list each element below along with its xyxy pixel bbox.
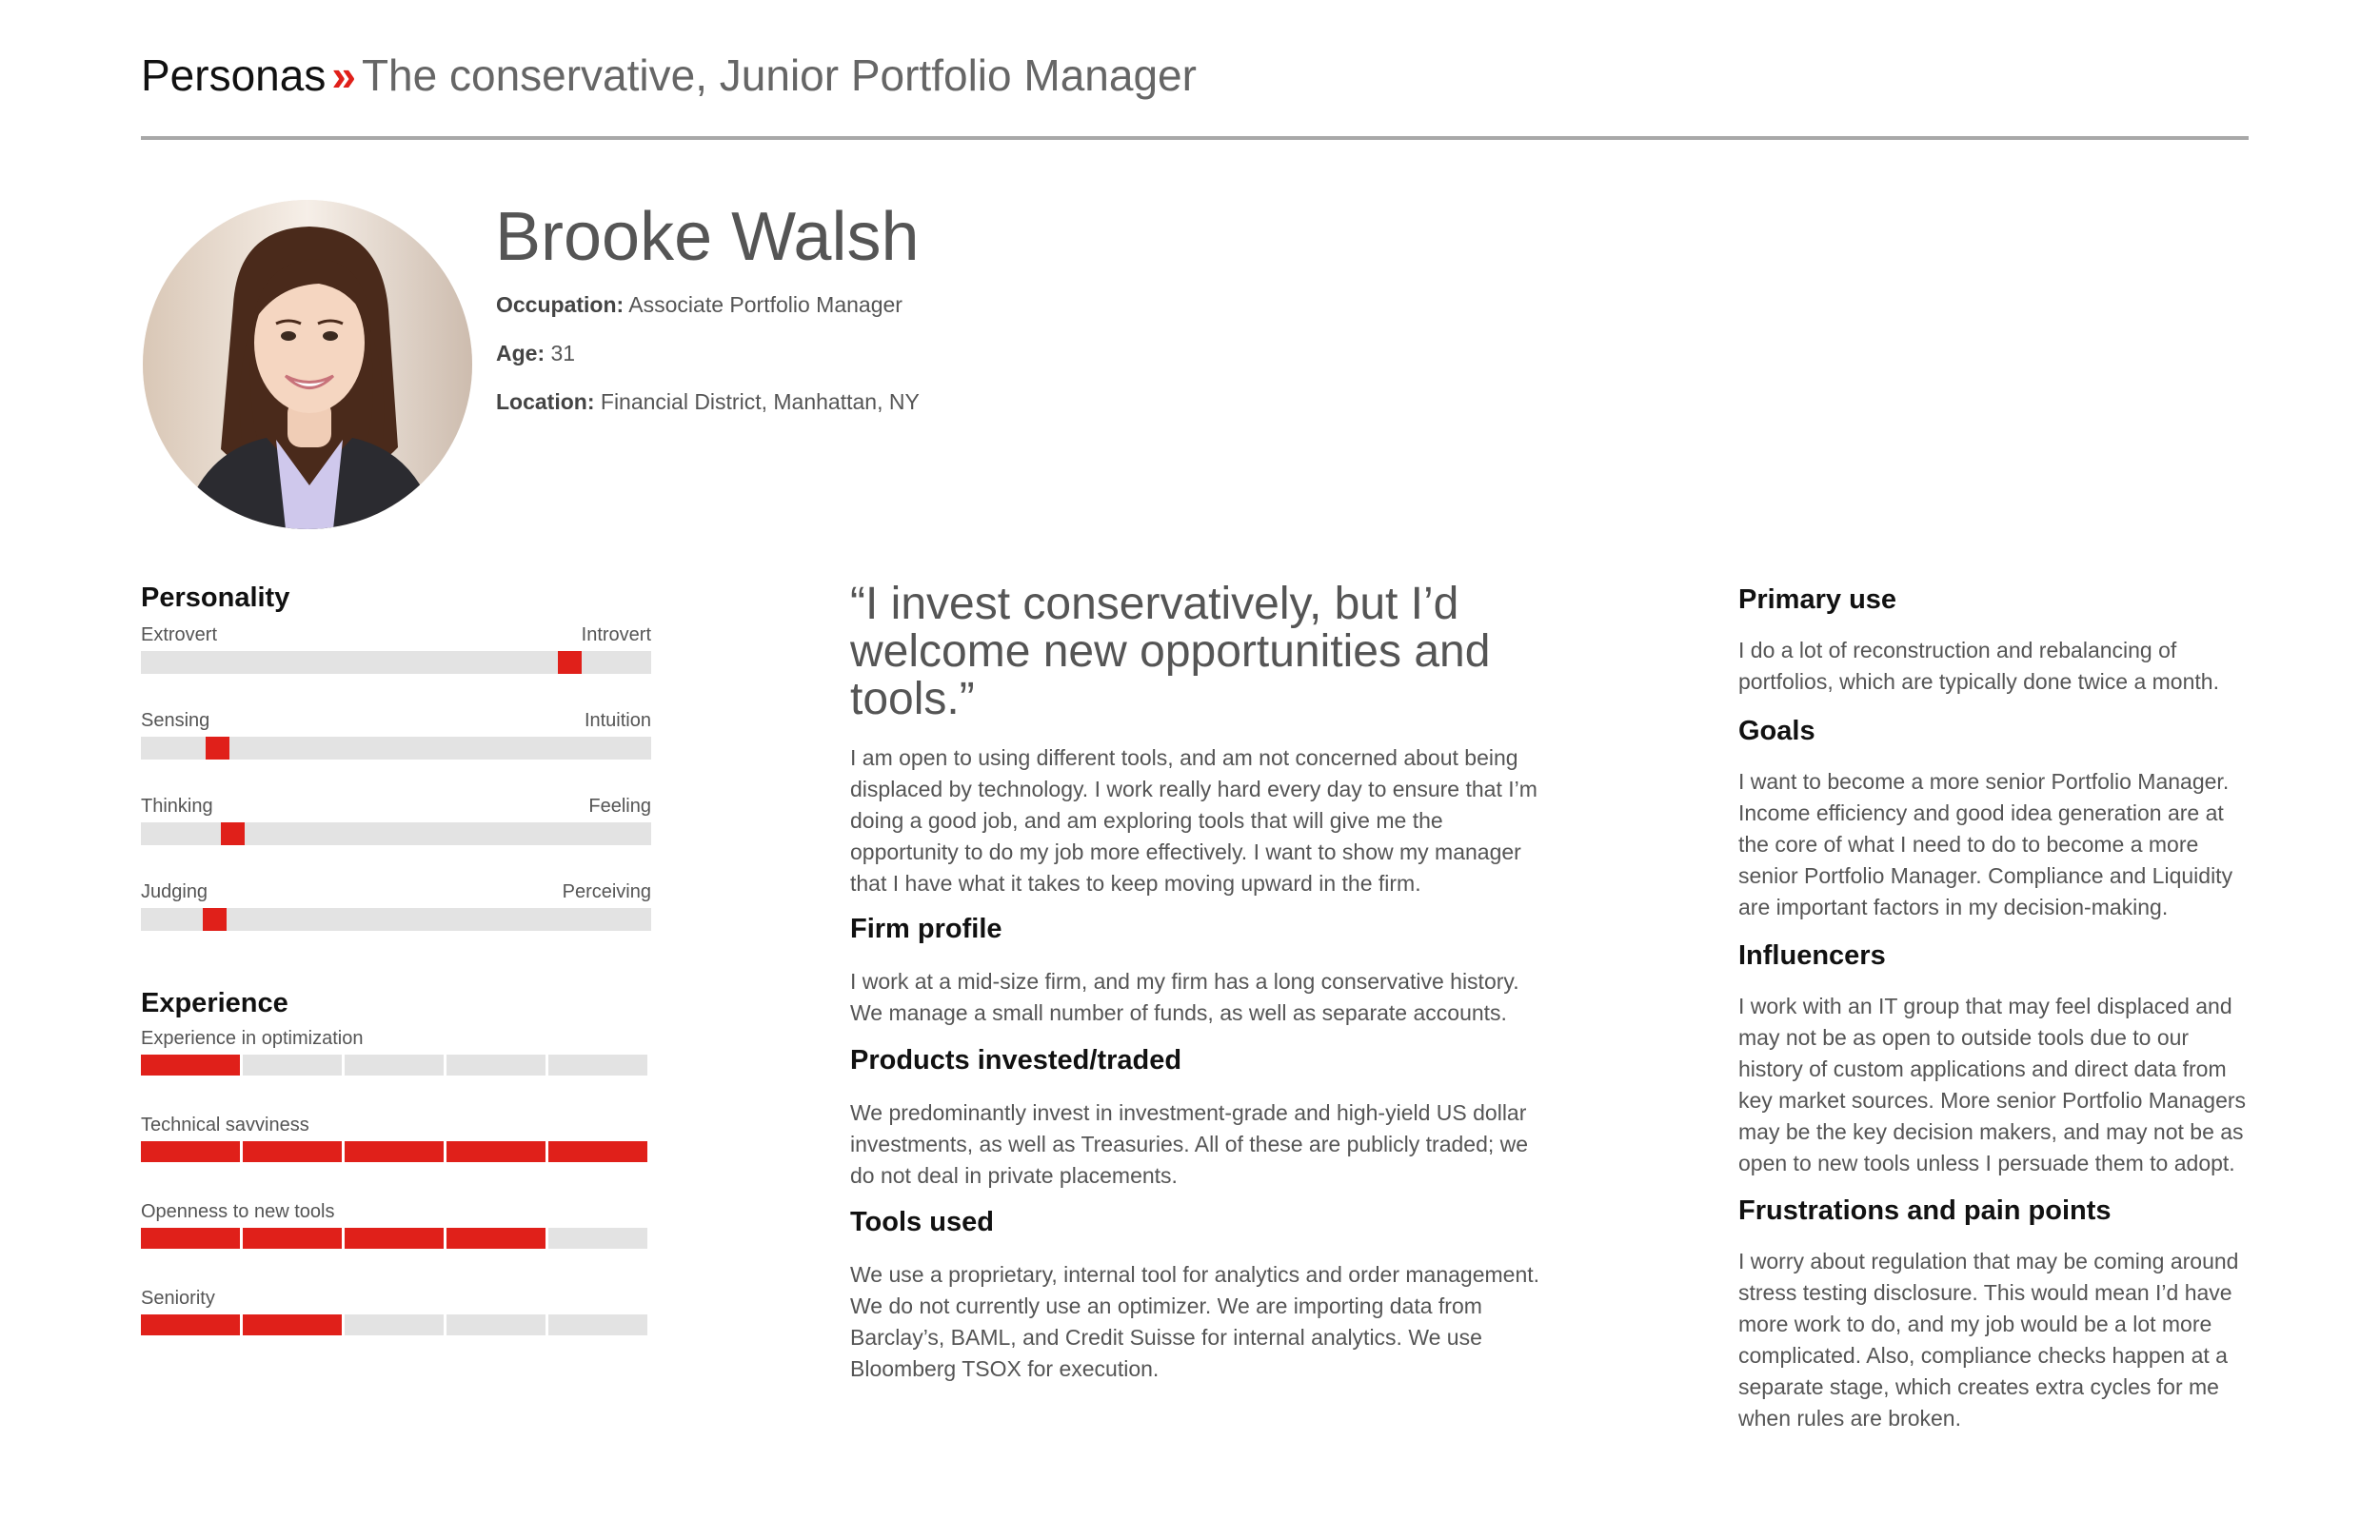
scale-track <box>141 822 651 845</box>
experience-segment <box>446 1314 545 1335</box>
experience-label: Technical savviness <box>141 1115 309 1135</box>
frustrations-text: I worry about regulation that may be coming around stress testing disclosure. This would mean I’d have more work to do, and my job would be a lot more complicated. Also, compliance checks happen at a separate stage, which creates extra cycles for me when rules are broken. <box>1738 1249 2239 1431</box>
scale-track <box>141 908 651 931</box>
scale-marker <box>221 822 245 845</box>
scale-right-label: Intuition <box>584 710 651 731</box>
experience-label: Seniority <box>141 1288 215 1309</box>
experience-segment <box>345 1228 444 1249</box>
experience-bar <box>141 1314 647 1335</box>
experience-segment <box>243 1141 342 1162</box>
personality-scale <box>141 796 651 855</box>
scale-track <box>141 737 651 760</box>
experience-segment <box>345 1055 444 1076</box>
experience-segment <box>243 1228 342 1249</box>
experience-label: Experience in optimization <box>141 1028 364 1049</box>
breadcrumb-personas: Personas <box>141 50 327 100</box>
personality-scale <box>141 881 651 940</box>
firm-profile-title: Firm profile <box>850 914 1002 944</box>
experience-segment <box>446 1141 545 1162</box>
breadcrumb-separator: » <box>331 50 356 100</box>
experience-segment <box>345 1314 444 1335</box>
personality-scale <box>141 624 651 683</box>
experience-segment <box>243 1055 342 1076</box>
persona-quote: “I invest conservatively, but I’d welcome new opportunities and tools.” <box>850 579 1491 724</box>
scale-marker <box>203 908 227 931</box>
experience-segment <box>548 1055 647 1076</box>
primary-use-title: Primary use <box>1738 584 1897 615</box>
primary-use-text: I do a lot of reconstruction and rebalancing of portfolios, which are typically done twice a month. <box>1738 638 2219 694</box>
experience-item <box>141 1288 647 1341</box>
experience-segment <box>141 1228 240 1249</box>
frustrations-title: Frustrations and pain points <box>1738 1195 2112 1226</box>
occupation-value: Associate Portfolio Manager <box>628 292 902 317</box>
products-title: Products invested/traded <box>850 1045 1182 1076</box>
experience-bar <box>141 1228 647 1249</box>
goals-title: Goals <box>1738 716 1815 746</box>
occupation-label: Occupation: <box>496 292 625 317</box>
scale-track <box>141 651 651 674</box>
experience-segment <box>446 1228 545 1249</box>
personality-scale <box>141 710 651 769</box>
experience-segment <box>345 1141 444 1162</box>
experience-segment <box>141 1141 240 1162</box>
experience-segment <box>548 1228 647 1249</box>
experience-segment <box>141 1314 240 1335</box>
experience-item <box>141 1115 647 1168</box>
experience-item <box>141 1201 647 1254</box>
tools-used-title: Tools used <box>850 1207 994 1237</box>
occupation-row <box>496 292 902 318</box>
goals-text: I want to become a more senior Portfolio Manager. Income efficiency and good idea generation are at the core of what I need to do to become a more senior Portfolio Manager. Compliance and Liquidity are important factors in my decision-making. <box>1738 769 2233 919</box>
experience-segment <box>548 1314 647 1335</box>
experience-label: Openness to new tools <box>141 1201 335 1222</box>
experience-item <box>141 1028 647 1081</box>
experience-segment <box>446 1055 545 1076</box>
influencers-title: Influencers <box>1738 940 1886 971</box>
scale-right-label: Feeling <box>588 796 651 817</box>
page-title <box>141 49 1197 102</box>
experience-segment <box>548 1141 647 1162</box>
persona-archetype: The conservative, Junior Portfolio Manager <box>361 50 1197 100</box>
experience-segment <box>243 1314 342 1335</box>
location-value: Financial District, Manhattan, NY <box>600 389 920 414</box>
location-row <box>496 389 920 415</box>
scale-left-label: Extrovert <box>141 624 218 645</box>
age-value: 31 <box>550 341 576 365</box>
experience-bar <box>141 1141 647 1162</box>
personality-title: Personality <box>141 582 290 613</box>
scale-marker <box>206 737 229 760</box>
experience-title: Experience <box>141 988 288 1018</box>
scale-left-label: Judging <box>141 881 208 902</box>
products-text: We predominantly invest in investment-grade and high-yield US dollar investments, as well as Treasuries. All of these are publicly traded; we do not deal in private placements. <box>850 1100 1529 1188</box>
experience-bar <box>141 1055 647 1076</box>
intro-text: I am open to using different tools, and am not concerned about being displaced by technology. I work really hard every day to ensure that I’m doing a good job, and am exploring tools that will give me the opportunity to do my job more effectively. I want to show my manager that I have what it takes to keep moving upward in the firm. <box>850 745 1537 896</box>
tools-used-text: We use a proprietary, internal tool for analytics and order management. We do not currently use an optimizer. We are importing data from Barclay’s, BAML, and Credit Suisse for internal analytics. We use Bloomberg TSOX for execution. <box>850 1262 1540 1381</box>
firm-profile-text: I work at a mid-size firm, and my firm has a long conservative history. We manage a small number of funds, as well as separate accounts. <box>850 969 1519 1025</box>
influencers-text: I work with an IT group that may feel displaced and may not be as open to outside tools due to our history of custom applications and direct data from key market sources. More senior Portfolio Managers may be the key decision makers, and may not be as open to new tools unless I persuade them to adopt. <box>1738 994 2247 1175</box>
age-row <box>496 341 575 366</box>
scale-left-label: Thinking <box>141 796 213 817</box>
location-label: Location: <box>496 389 595 414</box>
experience-segment <box>141 1055 240 1076</box>
age-label: Age: <box>496 341 545 365</box>
header-divider <box>141 136 2249 140</box>
portrait-image <box>143 200 472 529</box>
avatar <box>143 200 472 529</box>
scale-left-label: Sensing <box>141 710 210 731</box>
scale-marker <box>558 651 582 674</box>
persona-name: Brooke Walsh <box>495 199 920 275</box>
scale-right-label: Introvert <box>581 624 651 645</box>
scale-right-label: Perceiving <box>562 881 651 902</box>
